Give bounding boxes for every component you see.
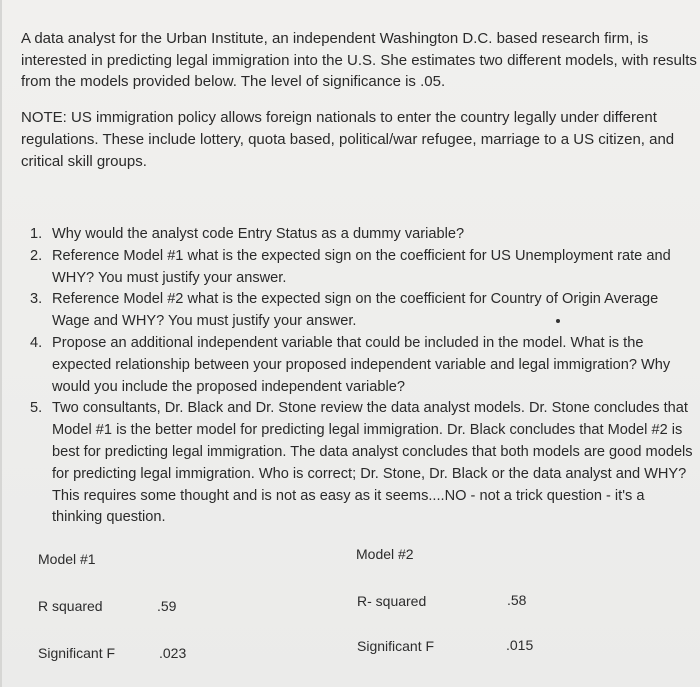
model1-r-squared-value: .59 <box>157 598 177 614</box>
stray-dot <box>556 319 560 323</box>
question-line: Propose an additional independent variable that could be included in the model. What is the <box>52 334 644 351</box>
question-item <box>30 333 695 398</box>
question-list <box>30 224 695 529</box>
question-number: 4. <box>30 334 43 351</box>
question-number: 1. <box>30 226 43 242</box>
question-line: Model #1 is the better model for predicting legal immigration. Dr. Black concludes that Model #2 is <box>52 422 683 439</box>
model2-title: Model #2 <box>356 546 414 562</box>
model1-significant-f-label: Significant F <box>38 645 116 661</box>
question-number: 5. <box>30 400 43 417</box>
model1-r-squared-label: R squared <box>38 598 103 614</box>
question-line: This requires some thought and is not as easy as it seems....NO - not a trick question - it's a <box>52 487 645 504</box>
question-item <box>30 224 695 246</box>
model2-significant-f-label: Significant F <box>357 638 435 654</box>
intro-paragraph <box>21 28 700 93</box>
note-line: NOTE: US immigration policy allows foreign nationals to enter the country legally under different <box>21 109 657 126</box>
question-line: Reference Model #2 what is the expected sign on the coefficient for Country of Origin Average <box>52 291 659 308</box>
model1-title: Model #1 <box>38 551 96 567</box>
model2-r-squared-value: .58 <box>507 592 527 608</box>
question-line: Two consultants, Dr. Black and Dr. Stone review the data analyst models. Dr. Stone concludes that <box>52 400 688 417</box>
question-line: would you include the proposed independent variable? <box>52 378 405 395</box>
question-line: expected relationship between your proposed independent variable and legal immigration? Why <box>52 356 671 373</box>
question-line: for predicting legal immigration. Who is correct; Dr. Stone, Dr. Black or the data analyst and WHY? <box>52 465 687 482</box>
question-item <box>30 246 695 290</box>
model2-significant-f-value: .015 <box>506 637 534 653</box>
question-number: 3. <box>30 291 43 308</box>
question-line: WHY? You must justify your answer. <box>52 269 287 286</box>
question-line: best for predicting legal immigration. The data analyst concludes that both models are good models <box>52 443 693 460</box>
question-line: Why would the analyst code Entry Status as a dummy variable? <box>52 226 465 242</box>
intro-line: from the models provided below. The level of significance is .05. <box>21 73 446 90</box>
intro-line: A data analyst for the Urban Institute, an independent Washington D.C. based research firm, is <box>21 30 649 47</box>
note-line: critical skill groups. <box>21 153 147 170</box>
question-item <box>30 398 695 529</box>
question-item <box>30 289 695 333</box>
note-line: regulations. These include lottery, quota based, political/war refugee, marriage to a US citizen, and <box>21 131 675 148</box>
model2-r-squared-label: R- squared <box>357 593 427 609</box>
question-line: thinking question. <box>52 509 166 526</box>
note-paragraph <box>21 107 691 173</box>
question-line: Wage and WHY? You must justify your answer. <box>52 313 357 330</box>
intro-line: interested in predicting legal immigration into the U.S. She estimates two different models, with results <box>21 51 697 69</box>
question-line: Reference Model #1 what is the expected sign on the coefficient for US Unemployment rate and <box>52 247 671 264</box>
model1-significant-f-value: .023 <box>159 645 187 661</box>
question-number: 2. <box>30 247 43 264</box>
